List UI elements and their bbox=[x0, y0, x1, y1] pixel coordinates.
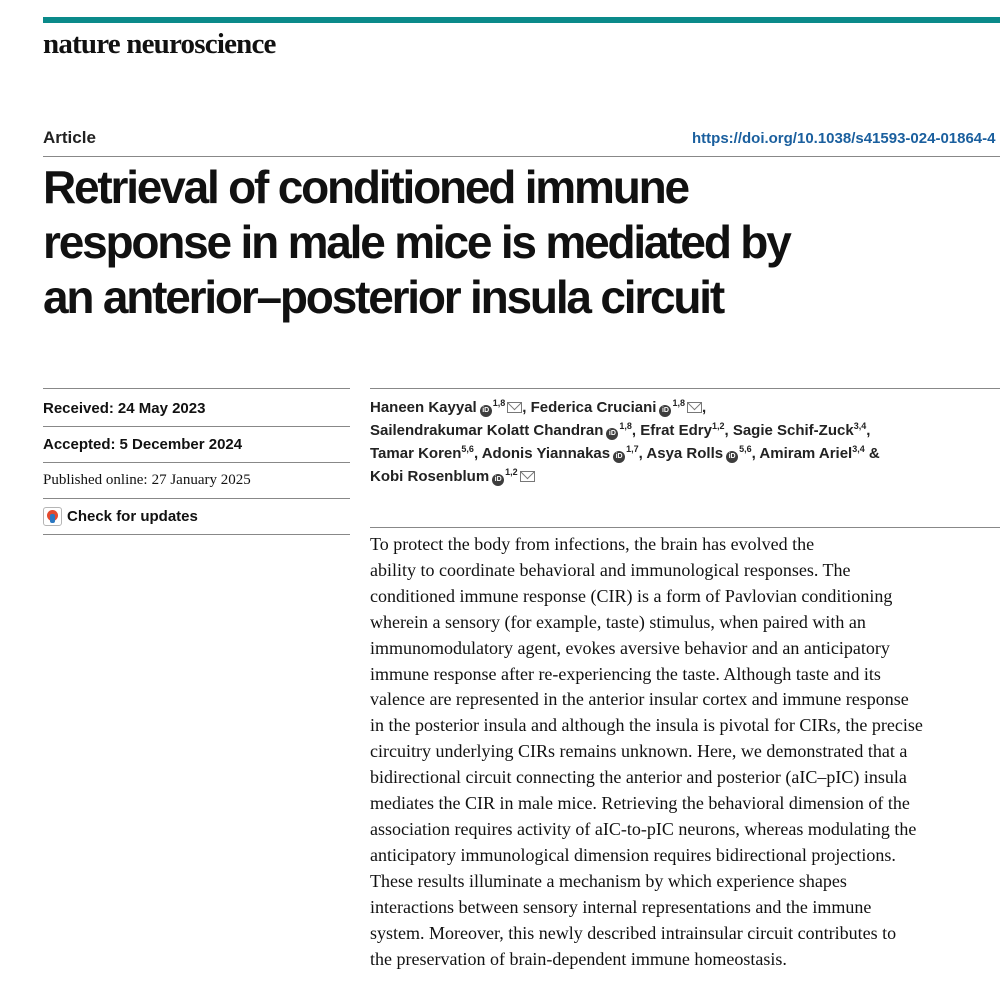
abstract-line: anticipatory immunological dimension requires bidirectional projections. bbox=[370, 844, 896, 865]
abstract-line: To protect the body from infections, the brain has evolved the bbox=[370, 534, 815, 554]
orcid-icon[interactable]: iD bbox=[492, 474, 504, 486]
email-icon[interactable] bbox=[507, 402, 522, 413]
orcid-icon[interactable]: iD bbox=[606, 428, 618, 440]
title-line: an anterior–posterior insula circuit bbox=[43, 271, 724, 323]
abstract-line: immune response after re-experiencing the taste. Although taste and its bbox=[370, 663, 881, 684]
email-icon[interactable] bbox=[520, 471, 535, 482]
author-affiliation: 1,8 bbox=[672, 398, 685, 408]
author-name[interactable]: Tamar Koren bbox=[370, 445, 462, 462]
author-line: Tamar Koren$^{5,6}$, Adonis Yiannakas iD$^{1,7}$, Asya Rolls iD$^{5,6}$, Amiram Ariel$^{3,4}$ & bbox=[370, 444, 880, 462]
author-affiliation: 5,6 bbox=[739, 444, 752, 454]
header-divider bbox=[43, 156, 1000, 157]
journal-name[interactable]: nature neuroscience bbox=[43, 28, 276, 60]
orcid-icon[interactable]: iD bbox=[613, 451, 625, 463]
abstract-line: mediates the CIR in male mice. Retrieving the behavioral dimension of the bbox=[370, 793, 910, 814]
abstract-line: immunomodulatory agent, evokes aversive behavior and an anticipatory bbox=[370, 637, 890, 658]
author-affiliation: 1,2 bbox=[711, 421, 725, 431]
author-line: Sailendrakumar Kolatt Chandran iD$^{1,8}$, Efrat Edry$^{1,2}$, Sagie Schif-Zuck$^{3,4}$, bbox=[370, 421, 871, 439]
author-line bbox=[370, 465, 1000, 488]
accepted-date bbox=[43, 427, 350, 463]
abstract-line: ability to coordinate behavioral and immunological responses. The bbox=[370, 559, 851, 580]
author-name[interactable]: Sailendrakumar Kolatt Chandran bbox=[370, 422, 604, 439]
abstract-line: bidirectional circuit connecting the anterior and posterior (aIC–pIC) insula bbox=[370, 767, 907, 788]
published-value: 27 January 2025 bbox=[151, 472, 251, 488]
article-type: Article bbox=[43, 128, 96, 147]
author-name[interactable]: Efrat Edry bbox=[640, 422, 712, 439]
email-icon[interactable] bbox=[687, 402, 702, 413]
abstract-line: the preservation of brain-dependent immune homeostasis. bbox=[370, 948, 787, 969]
published-label: Published online: bbox=[43, 472, 148, 488]
abstract-line: valence are represented in the anterior insular cortex and immune response bbox=[370, 689, 909, 710]
check-for-updates-label: Check for updates bbox=[67, 508, 198, 525]
author-name[interactable]: Haneen Kayyal bbox=[370, 399, 477, 416]
received-value: 24 May 2023 bbox=[117, 400, 206, 417]
author-list bbox=[370, 396, 1000, 488]
author-name[interactable]: Sagie Schif-Zuck bbox=[732, 422, 854, 439]
abstract-line: These results illuminate a mechanism by which experience shapes bbox=[370, 870, 847, 891]
author-line: Haneen Kayyal iD$^{1,8}$ , Federica Cruciani iD$^{1,8}$ , bbox=[370, 398, 707, 416]
received-label: Received: bbox=[43, 400, 114, 417]
check-updates-row bbox=[43, 499, 350, 535]
author-affiliation: 1,7 bbox=[626, 444, 639, 454]
orcid-icon[interactable]: iD bbox=[726, 451, 738, 463]
authors-divider bbox=[370, 388, 1000, 389]
doi-link[interactable]: https://doi.org/10.1038/s41593-024-01864-4 bbox=[692, 130, 996, 147]
check-for-updates-button[interactable] bbox=[43, 507, 198, 526]
title-line: response in male mice is mediated by bbox=[43, 216, 790, 268]
abstract bbox=[370, 532, 1000, 972]
orcid-icon[interactable]: iD bbox=[659, 405, 671, 417]
author-affiliation: 1,2 bbox=[505, 467, 518, 477]
author-name[interactable]: Asya Rolls bbox=[646, 445, 724, 462]
author-affiliation: 1,8 bbox=[492, 398, 506, 408]
author-affiliation: 3,4 bbox=[852, 444, 865, 454]
top-accent-bar bbox=[43, 17, 1000, 23]
received-date bbox=[43, 391, 350, 427]
abstract-line: association requires activity of aIC-to-pIC neurons, whereas modulating the bbox=[370, 818, 917, 839]
title-line: Retrieval of conditioned immune bbox=[43, 161, 688, 213]
abstract-line: conditioned immune response (CIR) is a form of Pavlovian conditioning bbox=[370, 585, 893, 606]
abstract-line: system. Moreover, this newly described intrainsular circuit contributes to bbox=[370, 922, 897, 943]
author-affiliation: 1,8 bbox=[619, 421, 632, 431]
author-name[interactable]: Kobi Rosenblum bbox=[370, 468, 490, 485]
dates-divider bbox=[43, 388, 350, 389]
author-name[interactable]: Adonis Yiannakas bbox=[481, 445, 611, 462]
author-name[interactable]: Amiram Ariel bbox=[759, 445, 853, 462]
abstract-line: wherein a sensory (for example, taste) stimulus, when paired with an bbox=[370, 611, 866, 632]
abstract-line: interactions between sensory internal representations and the immune bbox=[370, 896, 872, 917]
abstract-line: circuitry underlying CIRs remains unknown. Here, we demonstrated that a bbox=[370, 741, 908, 762]
accepted-value: 5 December 2024 bbox=[119, 436, 243, 453]
crossmark-icon bbox=[43, 507, 62, 526]
published-date bbox=[43, 463, 350, 499]
author-affiliation: 3,4 bbox=[853, 421, 867, 431]
accepted-label: Accepted: bbox=[43, 436, 116, 453]
author-name[interactable]: Federica Cruciani bbox=[530, 399, 657, 416]
abstract-divider bbox=[370, 527, 1000, 528]
orcid-icon[interactable]: iD bbox=[480, 405, 492, 417]
abstract-line: in the posterior insula and although the insula is pivotal for CIRs, the precise bbox=[370, 715, 923, 736]
author-affiliation: 5,6 bbox=[461, 444, 474, 454]
article-dates bbox=[43, 391, 350, 535]
article-title bbox=[43, 160, 943, 325]
